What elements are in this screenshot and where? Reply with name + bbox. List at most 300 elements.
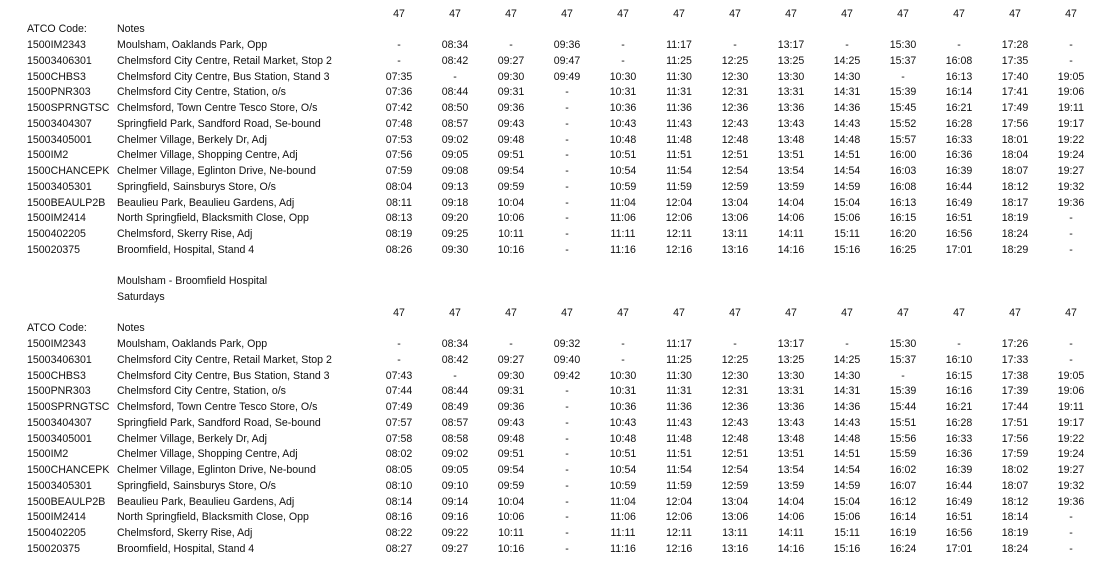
stop-row [0,336,1109,352]
stop-name: Broomfield, Hospital, Stand 4 [117,542,255,555]
departure-time: 16:44 [945,180,973,193]
departure-time: 09:43 [497,416,525,429]
atco-code: 1500IM2 [27,149,69,162]
departure-time: 08:22 [385,527,413,539]
departure-time: 14:06 [777,212,805,225]
departure-time: 16:49 [945,196,973,209]
departure-time: 10:48 [609,432,637,445]
departure-time: 14:51 [833,149,861,162]
departure-time: 09:48 [497,133,525,146]
departure-time: 13:54 [777,165,805,177]
departure-time: 11:43 [666,416,692,429]
departure-time: 18:07 [1001,479,1029,492]
departure-time: - [565,133,569,146]
departure-time: 08:44 [441,385,469,398]
departure-time: 11:16 [610,243,636,256]
departure-time: - [733,338,737,350]
departure-time: 12:43 [721,117,749,130]
departure-time: 11:31 [666,86,692,99]
departure-time: 13:04 [721,495,749,508]
departure-time: 15:11 [834,527,860,539]
atco-code: 1500IM2414 [27,212,86,225]
departure-time: 10:06 [497,212,525,225]
departure-time: - [565,416,569,429]
stop-name: Beaulieu Park, Beaulieu Gardens, Adj [117,495,295,508]
departure-time: 13:59 [777,180,805,193]
departure-time: 07:58 [385,432,413,445]
stop-row [0,210,1109,226]
stop-name: Chelmsford City Centre, Retail Market, Stop 2 [117,353,332,366]
departure-time: 16:51 [945,511,973,524]
departure-time: 09:10 [441,479,469,492]
departure-time: 14:16 [777,243,805,256]
column-header-row [0,320,1109,336]
departure-time: 16:44 [945,479,973,492]
departure-time: 16:25 [889,243,917,256]
stop-row [0,242,1109,258]
departure-time: 14:43 [833,416,861,429]
departure-time: 10:06 [497,511,525,524]
departure-time: - [565,464,569,476]
departure-time: 08:42 [441,353,469,366]
departure-time: 08:26 [385,243,413,256]
departure-time: 17:01 [945,243,973,256]
departure-time: 12:04 [665,495,693,508]
stop-row [0,195,1109,211]
atco-code: 1500PNR303 [27,86,91,99]
departure-time: 17:41 [1001,86,1029,99]
departure-time: 09:48 [497,432,525,445]
departure-time: 19:32 [1057,180,1085,193]
departure-time: 15:45 [889,102,917,114]
departure-time: 11:25 [666,353,692,366]
atco-code: 1500BEAULP2B [27,196,106,209]
departure-time: 15:11 [834,228,860,240]
departure-time: 19:06 [1057,385,1085,398]
departure-time: 13:25 [777,353,805,366]
departure-time: 11:48 [666,432,692,445]
stop-name: Chelmsford, Town Centre Tesco Store, O/s [117,401,318,413]
departure-time: - [565,511,569,524]
route-number: 47 [785,307,797,319]
departure-time: 13:11 [722,527,748,539]
atco-code: 1500BEAULP2B [27,495,106,508]
departure-time: 09:25 [441,228,469,240]
departure-time: - [901,70,905,83]
departure-time: 07:59 [385,165,413,177]
departure-time: 08:34 [441,39,469,51]
departure-time: 10:51 [609,448,637,461]
departure-time: 17:38 [1001,369,1029,382]
departure-time: - [1069,243,1073,256]
departure-time: - [565,385,569,398]
stop-row [0,509,1109,525]
departure-time: 14:25 [833,54,861,67]
departure-time: 14:51 [833,448,861,461]
departure-time: - [621,353,625,366]
departure-time: 11:04 [610,495,636,508]
departure-time: 10:30 [609,70,637,83]
departure-time: 09:20 [441,212,469,225]
stop-row [0,352,1109,368]
route-number: 47 [561,307,573,319]
departure-time: 12:11 [666,527,692,539]
stop-name: North Springfield, Blacksmith Close, Opp [117,212,309,225]
route-number: 47 [897,307,909,319]
departure-time: 13:59 [777,479,805,492]
departure-time: - [565,542,569,555]
stop-row [0,100,1109,116]
departure-time: 16:16 [945,385,973,398]
departure-time: 11:51 [666,448,692,461]
departure-time: - [565,86,569,99]
departure-time: 14:31 [833,385,861,398]
departure-time: 11:11 [610,228,636,240]
departure-time: 14:06 [777,511,805,524]
atco-code: 1500IM2 [27,448,69,461]
departure-time: 09:36 [553,39,581,51]
route-number: 47 [1009,8,1021,20]
departure-time: 10:04 [497,495,525,508]
departure-time: 09:59 [497,180,525,193]
departure-time: 14:11 [778,527,804,539]
departure-time: 15:04 [833,495,861,508]
departure-time: 11:17 [666,338,692,350]
departure-time: - [565,212,569,225]
departure-time: 16:15 [889,212,917,225]
departure-time: 15:44 [889,401,917,413]
departure-time: 13:17 [777,338,805,350]
atco-code: 15003405301 [27,479,92,492]
departure-time: 09:40 [553,353,581,366]
departure-time: 16:08 [945,54,973,67]
departure-time: 08:27 [385,542,413,555]
departure-time: 08:19 [385,228,413,240]
departure-time: 11:54 [666,464,692,476]
route-number: 47 [841,307,853,319]
departure-time: - [565,149,569,162]
departure-time: - [565,527,569,539]
stop-row [0,446,1109,462]
departure-time: 10:36 [609,102,637,114]
departure-time: 16:36 [945,149,973,162]
departure-time: 15:39 [889,385,917,398]
departure-time: - [397,353,401,366]
route-number: 47 [953,307,965,319]
route-number: 47 [673,307,685,319]
route-number: 47 [505,307,517,319]
departure-time: - [565,495,569,508]
departure-time: 11:30 [666,369,692,382]
departure-time: - [1069,228,1073,240]
stop-row [0,69,1109,85]
departure-time: 09:49 [553,70,581,83]
departure-time: 19:05 [1057,369,1085,382]
departure-time: 15:59 [889,448,917,461]
stop-name: North Springfield, Blacksmith Close, Opp [117,511,309,524]
departure-time: 12:36 [721,102,749,114]
departure-time: 09:27 [441,542,469,555]
departure-time: 17:56 [1001,117,1029,130]
route-number: 47 [617,307,629,319]
departure-time: 16:24 [889,542,917,555]
departure-time: 16:07 [889,479,917,492]
departure-time: 13:51 [777,149,805,162]
departure-time: 12:36 [721,401,749,413]
departure-time: 19:32 [1057,479,1085,492]
departure-time: - [565,432,569,445]
departure-time: 09:22 [441,527,469,539]
route-number: 47 [729,307,741,319]
stop-row [0,399,1109,415]
departure-time: - [901,369,905,382]
stop-name: Broomfield, Hospital, Stand 4 [117,243,255,256]
stop-name: Chelmsford, Skerry Rise, Adj [117,527,253,539]
departure-time: 19:24 [1057,149,1085,162]
departure-time: 08:49 [441,401,469,413]
departure-time: 13:25 [777,54,805,67]
departure-time: 12:48 [721,133,749,146]
departure-time: 12:04 [665,196,693,209]
departure-time: 16:20 [889,228,917,240]
departure-time: 07:36 [385,86,413,99]
departure-time: 12:25 [721,54,749,67]
departure-time: 08:13 [385,212,413,225]
departure-time: 08:34 [441,338,469,350]
departure-time: 10:04 [497,196,525,209]
departure-time: 08:04 [385,180,413,193]
departure-time: 15:56 [889,432,917,445]
departure-time: 10:54 [609,464,637,476]
departure-time: 15:16 [833,542,861,555]
departure-time: 12:59 [721,180,749,193]
departure-time: 16:56 [945,527,973,539]
departure-time: 13:48 [777,133,805,146]
departure-time: 14:54 [833,165,861,177]
stop-name: Springfield Park, Sandford Road, Se-bound [117,117,321,130]
stop-name: Chelmsford City Centre, Station, o/s [117,385,286,398]
route-number: 47 [561,8,573,20]
departure-time: 11:59 [666,479,692,492]
departure-time: 17:26 [1001,338,1029,350]
departure-time: 09:02 [441,448,469,461]
section-days: Saturdays [117,291,165,303]
departure-time: 09:31 [497,385,525,398]
stop-row [0,84,1109,100]
departure-time: 16:02 [889,464,917,476]
departure-time: - [621,54,625,67]
departure-time: 11:43 [666,117,692,130]
stop-name: Chelmsford, Town Centre Tesco Store, O/s [117,102,318,114]
departure-time: 10:11 [498,527,524,539]
departure-time: - [509,39,513,51]
atco-code: 15003405001 [27,432,92,445]
stop-name: Chelmsford City Centre, Station, o/s [117,86,286,99]
departure-time: - [1069,511,1073,524]
route-number: 47 [617,8,629,20]
departure-time: 17:01 [945,542,973,555]
departure-time: 07:49 [385,401,413,413]
departure-time: 09:47 [553,54,581,67]
departure-time: 19:36 [1057,495,1085,508]
departure-time: 10:59 [609,180,637,193]
departure-time: 13:16 [721,243,749,256]
departure-time: 17:28 [1001,39,1029,51]
departure-time: - [565,228,569,240]
departure-time: 11:30 [666,70,692,83]
departure-time: 17:39 [1001,385,1029,398]
departure-time: 10:54 [609,165,637,177]
departure-time: 13:43 [777,416,805,429]
stop-row [0,383,1109,399]
departure-time: 09:54 [497,165,525,177]
departure-time: 12:16 [665,243,693,256]
departure-time: 08:11 [386,196,412,209]
atco-code-header: ATCO Code: [27,322,87,334]
departure-time: 17:35 [1001,54,1029,67]
departure-time: 10:16 [497,542,525,555]
notes-header: Notes [117,322,145,334]
departure-time: 13:16 [721,542,749,555]
departure-time: 15:37 [889,54,917,67]
departure-time: 13:30 [777,369,805,382]
departure-time: 09:54 [497,464,525,476]
departure-time: 09:51 [497,448,525,461]
route-number: 47 [785,8,797,20]
departure-time: 10:31 [609,385,637,398]
departure-time: 18:24 [1001,228,1029,240]
departure-time: 16:33 [945,133,973,146]
departure-time: - [1069,54,1073,67]
departure-time: 16:39 [945,464,973,476]
departure-time: - [1069,39,1073,51]
departure-time: 18:14 [1001,511,1029,524]
departure-time: 10:11 [498,228,524,240]
atco-code: 1500402205 [27,527,86,539]
departure-time: 13:04 [721,196,749,209]
departure-time: 09:16 [441,511,469,524]
departure-time: 17:44 [1001,401,1029,413]
departure-time: 12:31 [721,86,749,99]
departure-time: 15:30 [889,39,917,51]
departure-time: 19:24 [1057,448,1085,461]
departure-time: 12:51 [721,149,749,162]
departure-time: 15:37 [889,353,917,366]
departure-time: - [565,180,569,193]
departure-time: 09:30 [497,369,525,382]
departure-time: 12:30 [721,70,749,83]
atco-code: 1500IM2343 [27,39,86,51]
route-number: 47 [449,307,461,319]
departure-time: 10:36 [609,401,637,413]
departure-time: 15:06 [833,212,861,225]
departure-time: 14:31 [833,86,861,99]
departure-time: 11:11 [610,527,636,539]
atco-code: 1500CHBS3 [27,70,86,83]
departure-time: 10:31 [609,86,637,99]
departure-time: 16:15 [945,369,973,382]
atco-code: 15003404307 [27,416,92,429]
departure-time: - [621,39,625,51]
departure-time: 14:36 [833,102,861,114]
departure-time: 12:59 [721,479,749,492]
atco-code: 1500CHANCEPK [27,464,110,476]
departure-time: 14:48 [833,133,861,146]
departure-time: 17:59 [1001,448,1029,461]
departure-time: 14:48 [833,432,861,445]
departure-time: 09:05 [441,149,469,162]
stop-row [0,494,1109,510]
departure-time: 16:14 [945,86,973,99]
atco-code: 1500CHBS3 [27,369,86,382]
stop-name: Chelmer Village, Berkely Dr, Adj [117,133,267,146]
atco-code: 15003406301 [27,353,92,366]
departure-time: - [565,117,569,130]
atco-code: 150020375 [27,243,81,256]
departure-time: 12:48 [721,432,749,445]
atco-code: 15003406301 [27,54,92,67]
departure-time: 13:54 [777,464,805,476]
atco-code: 1500CHANCEPK [27,165,110,177]
departure-time: 07:53 [385,133,413,146]
departure-time: 09:30 [441,243,469,256]
stop-row [0,116,1109,132]
departure-time: 16:21 [945,401,973,413]
departure-time: 13:48 [777,432,805,445]
departure-time: - [397,338,401,350]
departure-time: 09:27 [497,54,525,67]
route-number-row [0,305,1109,321]
departure-time: 16:14 [889,511,917,524]
departure-time: 18:07 [1001,165,1029,177]
stop-row [0,462,1109,478]
stop-name: Chelmer Village, Berkely Dr, Adj [117,432,267,445]
stop-name: Chelmsford City Centre, Bus Station, Stand 3 [117,70,330,83]
departure-time: 19:17 [1057,416,1085,429]
departure-time: - [565,102,569,114]
departure-time: 11:06 [610,511,636,524]
stop-name: Springfield, Sainsburys Store, O/s [117,180,276,193]
departure-time: 18:29 [1001,243,1029,256]
departure-time: 14:30 [833,369,861,382]
departure-time: 16:12 [889,495,917,508]
departure-time: 16:49 [945,495,973,508]
departure-time: 09:18 [441,196,469,209]
departure-time: 11:04 [610,196,636,209]
departure-time: 09:08 [441,165,469,177]
departure-time: 15:16 [833,243,861,256]
departure-time: - [565,196,569,209]
departure-time: - [1069,353,1073,366]
departure-time: 16:28 [945,416,973,429]
departure-time: 19:05 [1057,70,1085,83]
departure-time: 19:22 [1057,133,1085,146]
departure-time: 09:31 [497,86,525,99]
departure-time: 07:43 [385,369,413,382]
departure-time: 18:12 [1001,495,1029,508]
departure-time: 16:10 [945,353,973,366]
atco-code: 150020375 [27,542,81,555]
departure-time: - [509,338,513,350]
atco-code: 15003405301 [27,180,92,193]
departure-time: 09:27 [497,353,525,366]
departure-time: 09:59 [497,479,525,492]
route-number: 47 [841,8,853,20]
departure-time: 14:36 [833,401,861,413]
departure-time: 10:30 [609,369,637,382]
stop-row [0,431,1109,447]
route-number: 47 [897,8,909,20]
